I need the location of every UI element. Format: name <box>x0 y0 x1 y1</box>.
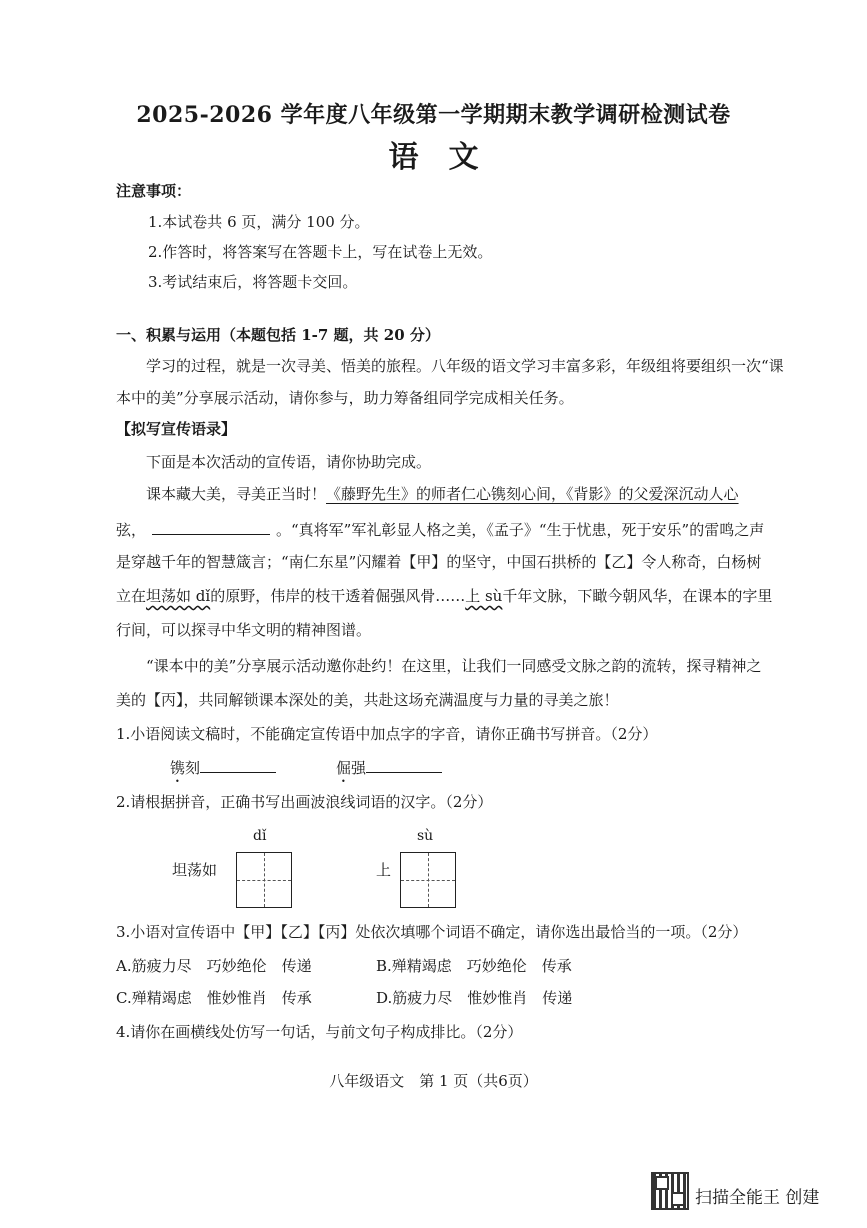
q1-word-1 <box>170 756 276 786</box>
option-c[interactable]: C.殚精竭虑 惟妙惟肖 传承 <box>116 989 312 1007</box>
passage-text: 立在 <box>116 587 147 605</box>
character-grid-box[interactable] <box>236 852 292 908</box>
answer-blank[interactable] <box>200 756 276 773</box>
passage-text: 《藤野先生》的师者仁心镌刻心间， <box>326 485 567 503</box>
wavy-word: 上 sù <box>465 587 503 605</box>
question-2: 2.请根据拼音，正确书写出画波浪线词语的汉字。（2分） <box>116 793 493 811</box>
passage-line <box>116 518 764 540</box>
section-heading: 一、积累与运用（本题包括 1-7 题，共 20 分） <box>116 326 440 344</box>
q1-word-2 <box>336 756 442 786</box>
question-1: 1.小语阅读文稿时，不能确定宣传语中加点字的字音，请你正确书写拼音。（2分） <box>116 725 658 743</box>
passage-text: 。“真将军”军礼彰显人格之美，《孟子》“生于忧患，死于安乐”的雷鸣之声 <box>276 521 765 539</box>
passage-text: 弦， <box>116 521 147 539</box>
passage-line: 美的【丙】，共同解锁课本深处的美，共赴这场充满温度与力量的寻美之旅！ <box>116 691 619 709</box>
dotted-char: 镌 <box>170 759 186 777</box>
passage-text: 课本藏大美，寻美正当时！ <box>146 485 327 503</box>
wavy-word: 坦荡如 dǐ <box>146 587 211 605</box>
option-a[interactable]: A.筋疲力尽 巧妙绝伦 传递 <box>116 957 312 975</box>
character-grid-box[interactable] <box>400 852 456 908</box>
q2-word-label: 坦荡如 <box>172 861 218 879</box>
page-footer: 八年级语文 第 1 页（共6页） <box>329 1072 538 1090</box>
answer-blank[interactable] <box>152 518 270 535</box>
passage-text: 《背影》的父爱深沉动人心 <box>566 485 739 503</box>
task-heading: 【拟写宣传语录】 <box>116 420 237 438</box>
notice-item: 3.考试结束后，将答题卡交回。 <box>148 273 358 291</box>
question-3: 3.小语对宣传语中【甲】【乙】【丙】处依次填哪个词语不确定，请你选出最恰当的一项。（2分） <box>116 923 748 941</box>
scanner-watermark: 扫描全能王 创建 <box>695 1188 820 1208</box>
option-d[interactable]: D.筋疲力尽 惟妙惟肖 传递 <box>376 989 573 1007</box>
pinyin-label: sù <box>417 828 434 844</box>
task-intro: 下面是本次活动的宣传语，请你协助完成。 <box>146 453 432 471</box>
q2-word-label: 上 <box>376 861 392 879</box>
notice-item: 1.本试卷共 6 页，满分 100 分。 <box>148 213 370 231</box>
passage-line: 行间，可以探寻中华文明的精神图谱。 <box>116 621 372 639</box>
intro-text: 本中的美”分享展示活动，请你参与，助力筹备组同学完成相关任务。 <box>116 389 574 407</box>
question-4: 4.请你在画横线处仿写一句话，与前文句子构成排比。（2分） <box>116 1023 523 1041</box>
notice-heading: 注意事项： <box>116 182 192 200</box>
subject-title: 语文 <box>388 140 509 175</box>
word-text: 强 <box>351 759 367 777</box>
intro-text: 学习的过程，就是一次寻美、悟美的旅程。八年级的语文学习丰富多彩，年级组将要组织一次“课 <box>146 357 784 375</box>
passage-text: 的原野，伟岸的枝干透着倔强风骨…… <box>210 587 466 605</box>
dotted-char: 倔 <box>336 759 352 777</box>
passage-text: 千年文脉，下瞰今朝风华，在课本的字里 <box>502 587 773 605</box>
exam-title: 2025-2026 学年度八年级第一学期期末教学调研检测试卷 <box>136 102 731 128</box>
word-text: 刻 <box>185 759 201 777</box>
notice-item: 2.作答时，将答案写在答题卡上，写在试卷上无效。 <box>148 243 493 261</box>
passage-line <box>116 586 772 606</box>
qr-code-icon <box>651 1172 689 1210</box>
pinyin-label: dǐ <box>253 828 267 844</box>
answer-blank[interactable] <box>366 756 442 773</box>
passage-line <box>146 484 739 504</box>
passage-line: “课本中的美”分享展示活动邀你赴约！在这里，让我们一同感受文脉之韵的流转，探寻精神之 <box>146 657 762 675</box>
option-b[interactable]: B.殚精竭虑 巧妙绝伦 传承 <box>376 957 572 975</box>
passage-line: 是穿越千年的智慧箴言；“南仁东星”闪耀着【甲】的坚守，中国石拱桥的【乙】令人称奇，白杨树 <box>116 553 762 571</box>
